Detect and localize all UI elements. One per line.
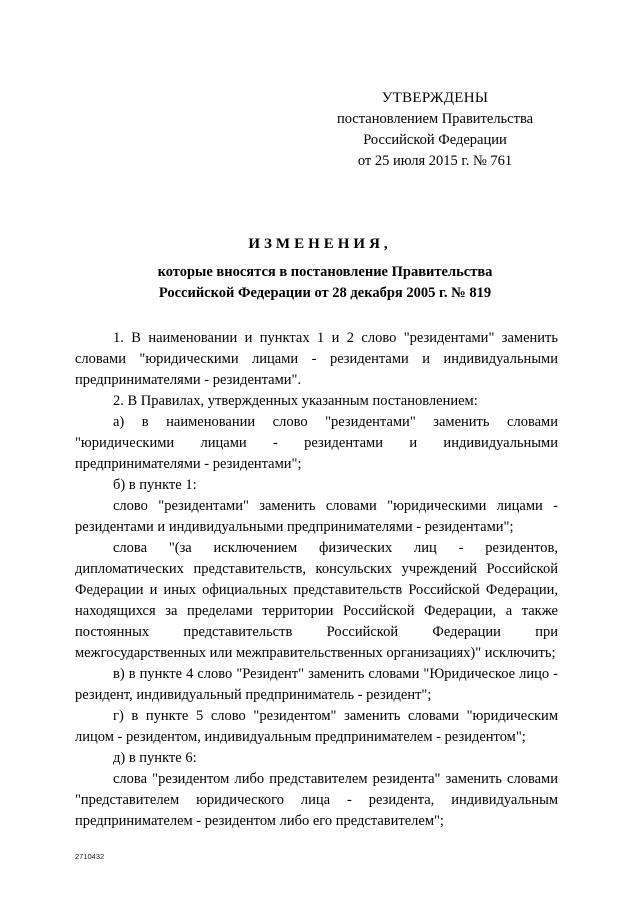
approval-line-government: Российской Федерации <box>363 132 507 148</box>
footer-document-code: 2710432 <box>75 852 105 861</box>
subtitle-line-1: которые вносятся в постановление Правительства <box>157 264 493 280</box>
approval-stamp <box>330 88 540 172</box>
paragraph-2d: д) в пункте 6: <box>113 750 197 766</box>
document-title: ИЗМЕНЕНИЯ, <box>248 236 392 252</box>
approval-heading: УТВЕРЖДЕНЫ <box>381 90 489 106</box>
paragraph-2v: в) в пункте 4 слово "Резидент" заменить словами "Юридическое лицо - резидент, индивидуальный предприниматель - резидент"; <box>75 666 558 703</box>
paragraph-2b-item-2: слова "(за исключением физических лиц - резидентов, дипломатических представительств, консульских учреждений Российской Федерации и иных официальных представительств Российской Федерации, находящихся за пределами территории Российской Федерации, а также постоянных представительств Российской Федерации при межгосударственных или межправительственных организациях)" исключить; <box>75 540 558 661</box>
paragraph-2a: а) в наименовании слово "резидентами" заменить словами "юридическими лицами - резидентами и индивидуальными предпринимателями - резидентами"; <box>75 414 558 472</box>
approval-line-resolution: постановлением Правительства <box>336 111 534 127</box>
paragraph-2b-item-1: слово "резидентами" заменить словами "юридическими лицами - резидентами и индивидуальными предпринимателями - резидентами"; <box>75 498 558 535</box>
paragraph-2d-item-1: слова "резидентом либо представителем резидента" заменить словами "представителем юридического лица - резидента, индивидуальным предпринимателем - резидентом либо его представителем"; <box>75 771 558 829</box>
document-subtitle <box>80 262 570 304</box>
paragraph-2b: б) в пункте 1: <box>113 477 197 493</box>
document-body <box>75 328 558 832</box>
approval-line-date: от 25 июля 2015 г. № 761 <box>357 153 513 169</box>
paragraph-1: 1. В наименовании и пунктах 1 и 2 слово "резидентами" заменить словами "юридическими лицами - резидентами и индивидуальными предпринимателями - резидентами". <box>75 330 558 388</box>
paragraph-2: 2. В Правилах, утвержденных указанным постановлением: <box>113 393 478 409</box>
paragraph-2g: г) в пункте 5 слово "резидентом" заменить словами "юридическим лицом - резидентом, индивидуальным предпринимателем - резидентом"; <box>75 708 558 745</box>
subtitle-line-2: Российской Федерации от 28 декабря 2005 г. № 819 <box>158 285 492 301</box>
